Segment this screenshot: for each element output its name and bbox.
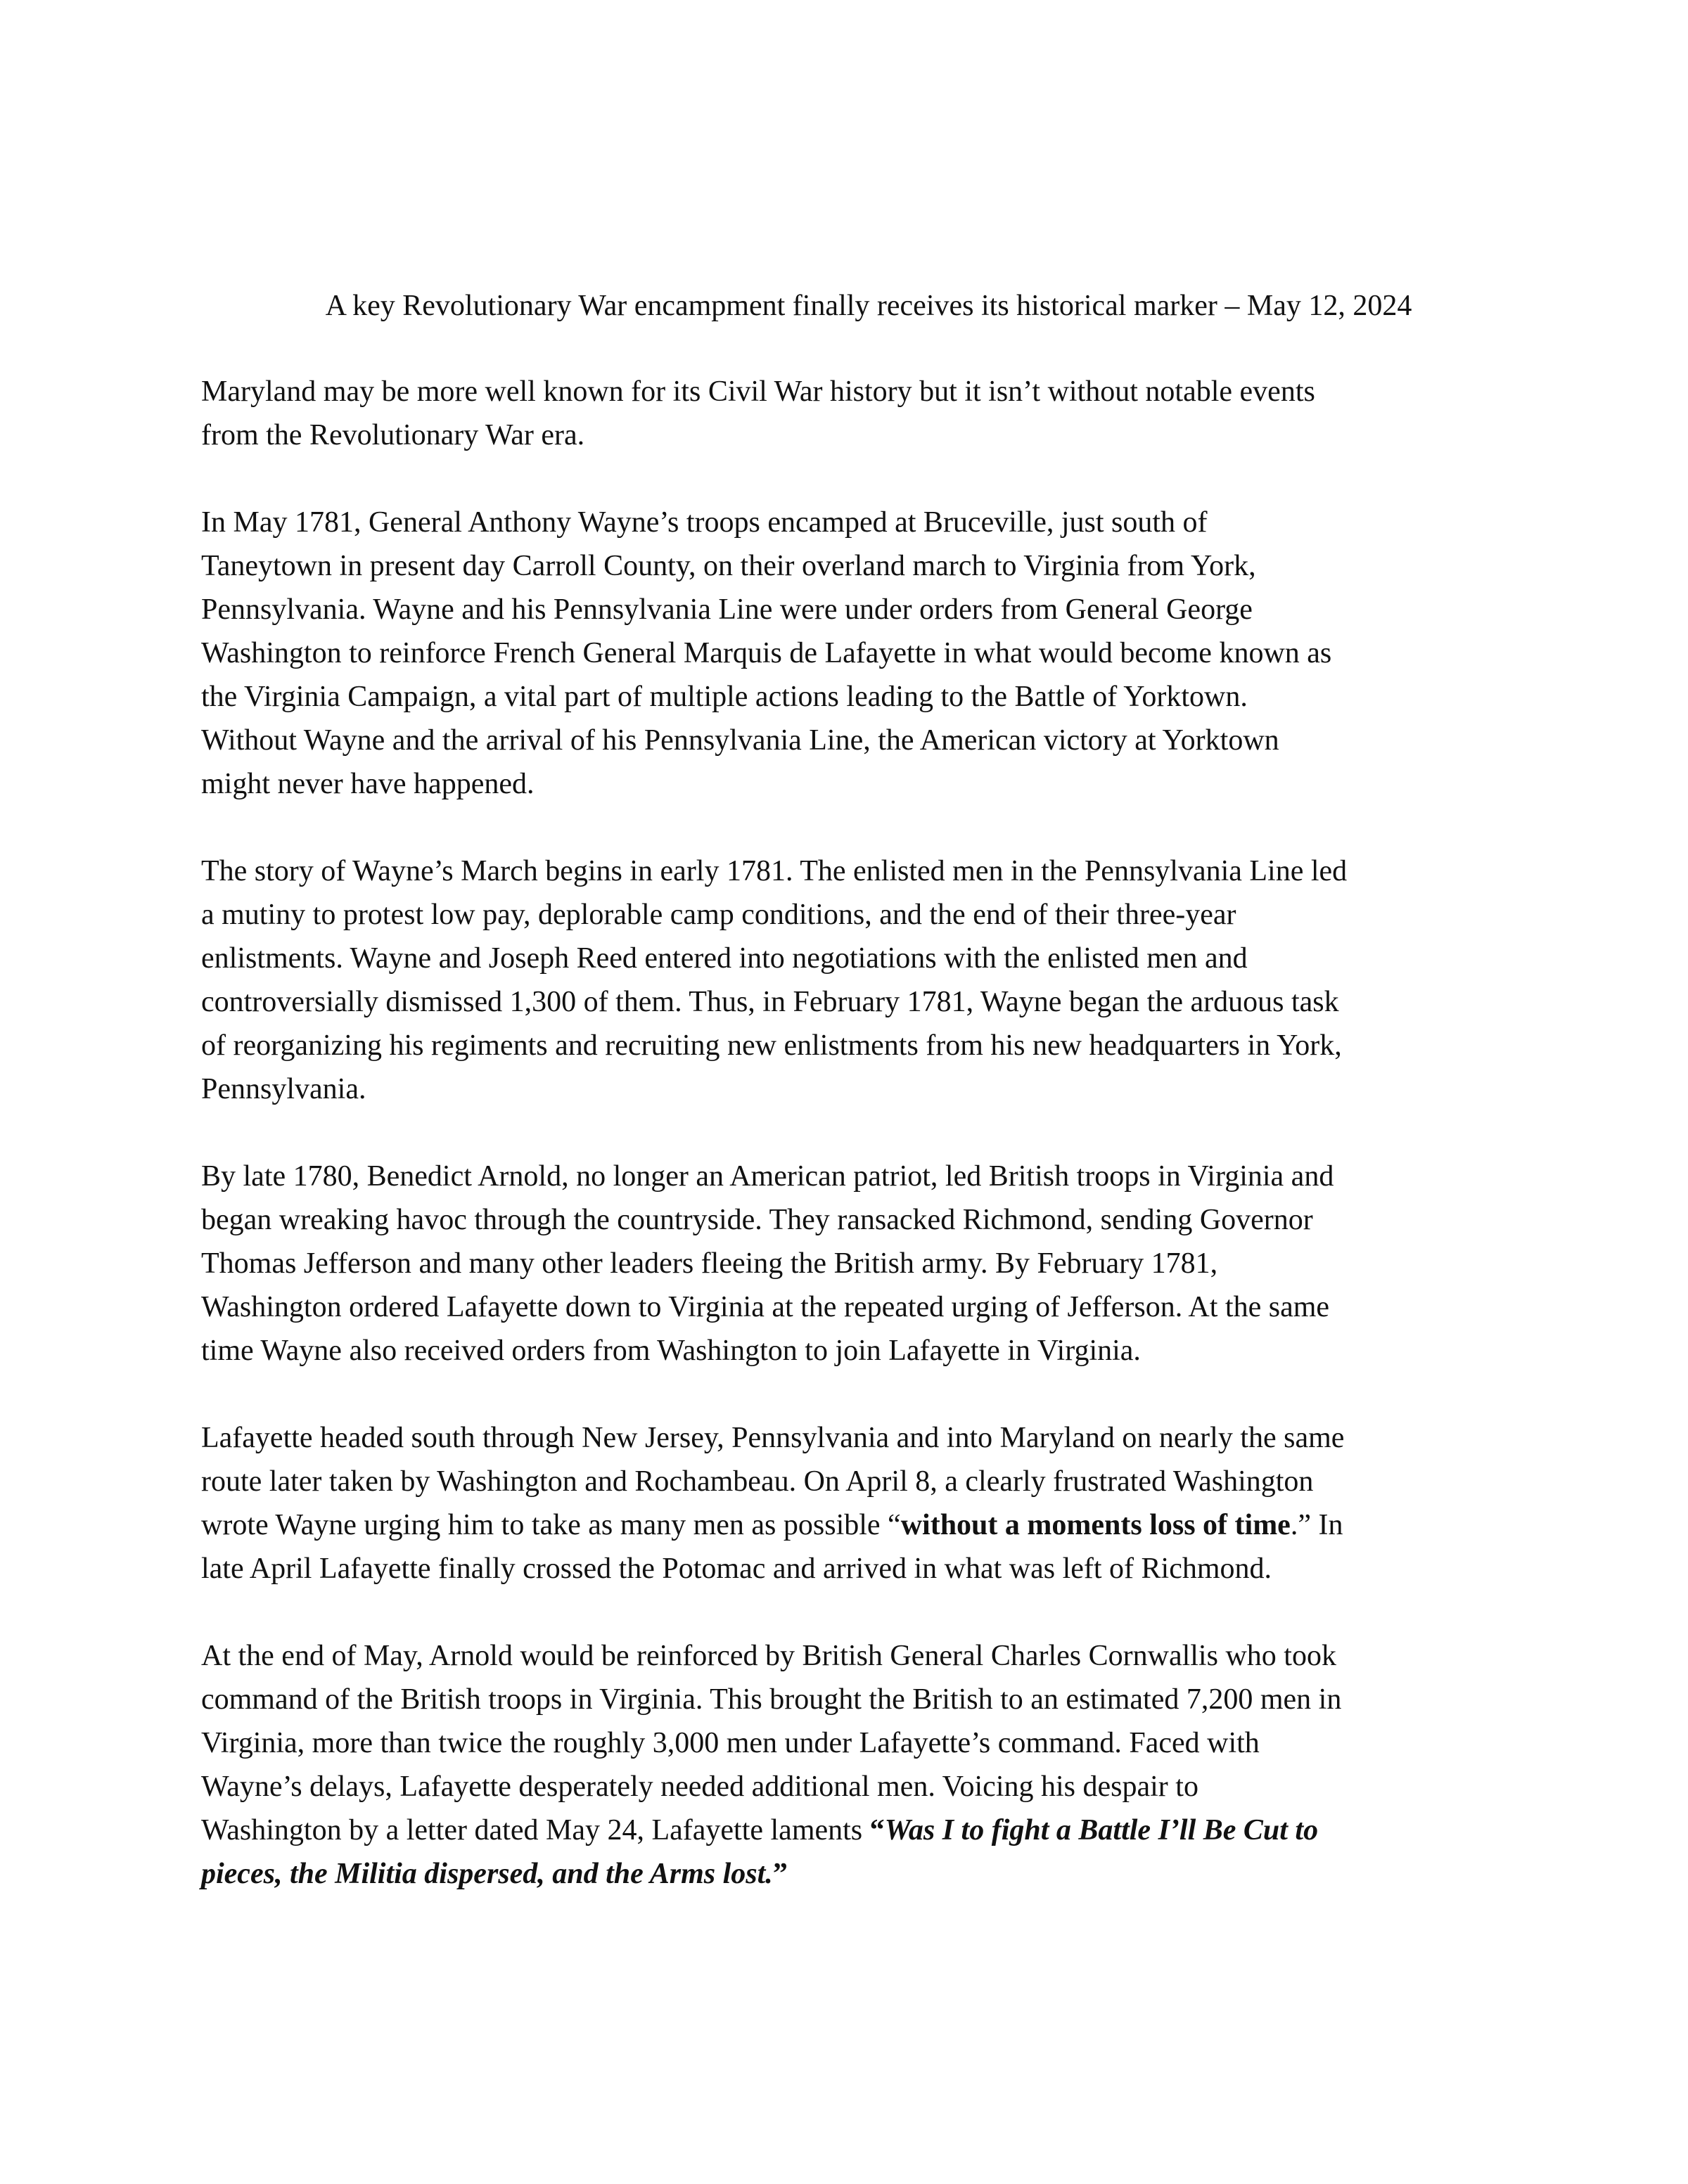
document-body xyxy=(201,370,1509,1939)
document-title: A key Revolutionary War encampment finally receives its historical marker – May 12, 2024 xyxy=(325,290,1412,322)
text-line xyxy=(201,1503,1509,1547)
text-line: In May 1781, General Anthony Wayne’s troops encamped at Bruceville, just south of xyxy=(201,506,1208,539)
text-line: The story of Wayne’s March begins in early 1781. The enlisted men in the Pennsylvania Line led xyxy=(201,855,1348,887)
text-line: Taneytown in present day Carroll County, on their overland march to Virginia from York, xyxy=(201,550,1256,582)
text-line: enlistments. Wayne and Joseph Reed entered into negotiations with the enlisted men and xyxy=(201,942,1248,975)
paragraph-1 xyxy=(201,370,1509,457)
text-line: Washington ordered Lafayette down to Virginia at the repeated urging of Jefferson. At the same xyxy=(201,1291,1330,1323)
text-line: Thomas Jefferson and many other leaders fleeing the British army. By February 1781, xyxy=(201,1247,1218,1280)
paragraph-6 xyxy=(201,1634,1509,1896)
text-line: Without Wayne and the arrival of his Pennsylvania Line, the American victory at Yorktown xyxy=(201,724,1279,757)
text-line: Pennsylvania. Wayne and his Pennsylvania Line were under orders from General George xyxy=(201,593,1253,626)
text-line: By late 1780, Benedict Arnold, no longer an American patriot, led British troops in Virginia and xyxy=(201,1160,1334,1193)
text-line: Wayne’s delays, Lafayette desperately needed additional men. Voicing his despair to xyxy=(201,1771,1198,1803)
paragraph-4 xyxy=(201,1155,1509,1373)
text-line: time Wayne also received orders from Washington to join Lafayette in Virginia. xyxy=(201,1335,1141,1367)
bold-italic-quote: Was I to fight a Battle I’ll Be Cut to xyxy=(884,1814,1319,1846)
text-segment: Washington by a letter dated May 24, Lafayette laments xyxy=(201,1814,870,1846)
paragraph-2 xyxy=(201,501,1509,806)
paragraph-3 xyxy=(201,849,1509,1111)
text-line: might never have happened. xyxy=(201,768,535,800)
text-line: began wreaking havoc through the countryside. They ransacked Richmond, sending Governor xyxy=(201,1204,1313,1236)
text-line: Maryland may be more well known for its Civil War history but it isn’t without notable events xyxy=(201,375,1315,408)
text-line: controversially dismissed 1,300 of them. Thus, in February 1781, Wayne began the arduous task xyxy=(201,986,1339,1018)
text-line xyxy=(201,1809,1509,1852)
text-line: Virginia, more than twice the roughly 3,000 men under Lafayette’s command. Faced with xyxy=(201,1727,1260,1759)
text-line: of reorganizing his regiments and recruiting new enlistments from his new headquarters in York, xyxy=(201,1029,1342,1062)
open-quote-mark: “ xyxy=(869,1814,885,1846)
text-segment: wrote Wayne urging him to take as many men as possible “ xyxy=(201,1509,901,1541)
close-quote-mark: ” xyxy=(772,1858,788,1890)
text-line: a mutiny to protest low pay, deplorable camp conditions, and the end of their three-year xyxy=(201,899,1236,931)
text-line: Washington to reinforce French General Marquis de Lafayette in what would become known as xyxy=(201,637,1332,669)
text-line: Lafayette headed south through New Jersey, Pennsylvania and into Maryland on nearly the same xyxy=(201,1422,1345,1454)
text-line: Pennsylvania. xyxy=(201,1073,366,1105)
text-line xyxy=(201,1852,1509,1896)
text-line: from the Revolutionary War era. xyxy=(201,419,585,451)
text-line: late April Lafayette finally crossed the Potomac and arrived in what was left of Richmond. xyxy=(201,1553,1272,1585)
paragraph-5 xyxy=(201,1416,1509,1591)
text-segment: .” In xyxy=(1290,1509,1343,1541)
text-line: the Virginia Campaign, a vital part of multiple actions leading to the Battle of Yorktown. xyxy=(201,681,1248,713)
text-line: route later taken by Washington and Rochambeau. On April 8, a clearly frustrated Washington xyxy=(201,1465,1314,1498)
bold-italic-quote: pieces, the Militia dispersed, and the Arms lost. xyxy=(201,1858,773,1890)
text-line: At the end of May, Arnold would be reinforced by British General Charles Cornwallis who took xyxy=(201,1640,1336,1672)
text-line: command of the British troops in Virginia. This brought the British to an estimated 7,200 men in xyxy=(201,1683,1342,1716)
bold-quote: without a moments loss of time xyxy=(900,1509,1291,1541)
